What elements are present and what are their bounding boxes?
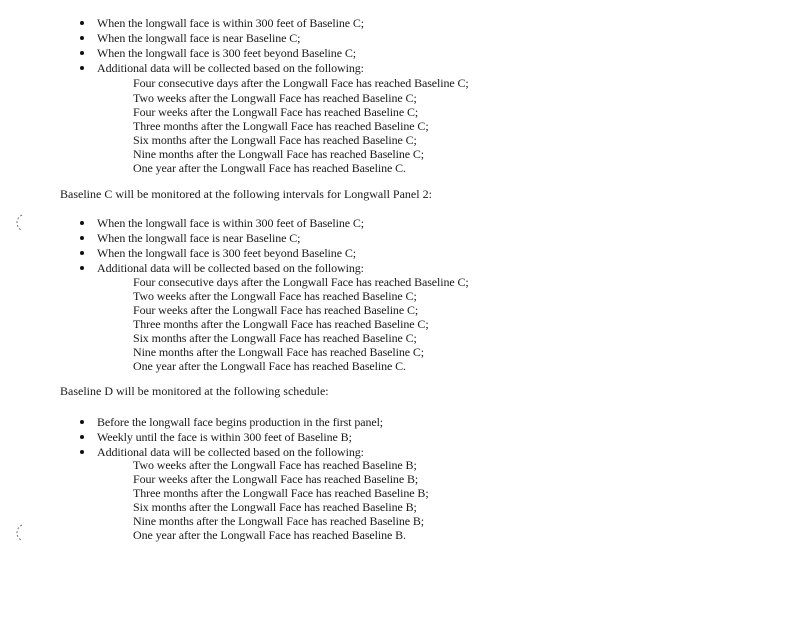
sub-item: Four consecutive days after the Longwall Face has reached Baseline C; <box>133 76 469 90</box>
scan-margin-mark <box>12 214 26 232</box>
sub-item: Four weeks after the Longwall Face has reached Baseline B; <box>133 472 419 486</box>
bullet-item: When the longwall face is 300 feet beyond Baseline C; <box>97 46 356 60</box>
sub-item: One year after the Longwall Face has reached Baseline B. <box>133 528 406 542</box>
bullet-dot <box>80 251 84 255</box>
scan-margin-mark <box>12 524 26 542</box>
sub-item: Three months after the Longwall Face has reached Baseline B; <box>133 486 429 500</box>
bullet-dot <box>80 221 84 225</box>
sub-item: Six months after the Longwall Face has reached Baseline B; <box>133 500 417 514</box>
bullet-dot <box>80 420 84 424</box>
sub-item: Four consecutive days after the Longwall Face has reached Baseline C; <box>133 275 469 289</box>
sub-item: Nine months after the Longwall Face has reached Baseline C; <box>133 345 425 359</box>
sub-item: Nine months after the Longwall Face has reached Baseline B; <box>133 514 425 528</box>
bullet-dot <box>80 51 84 55</box>
bullet-dot <box>80 236 84 240</box>
sub-item: One year after the Longwall Face has reached Baseline C. <box>133 161 406 175</box>
sub-item: Three months after the Longwall Face has reached Baseline C; <box>133 317 429 331</box>
sub-item: Nine months after the Longwall Face has reached Baseline C; <box>133 147 425 161</box>
bullet-item: Before the longwall face begins production in the first panel; <box>97 415 384 429</box>
bullet-dot <box>80 266 84 270</box>
bullet-item: Weekly until the face is within 300 feet of Baseline B; <box>97 430 352 444</box>
bullet-item: When the longwall face is within 300 feet of Baseline C; <box>97 216 364 230</box>
section-intro: Baseline D will be monitored at the following schedule: <box>60 384 329 398</box>
sub-item: Four weeks after the Longwall Face has reached Baseline C; <box>133 303 419 317</box>
bullet-dot <box>80 450 84 454</box>
bullet-dot <box>80 435 84 439</box>
bullet-item: Additional data will be collected based on the following: <box>97 445 364 459</box>
bullet-dot <box>80 36 84 40</box>
bullet-dot <box>80 66 84 70</box>
sub-item: Six months after the Longwall Face has reached Baseline C; <box>133 331 417 345</box>
sub-item: Four weeks after the Longwall Face has reached Baseline C; <box>133 105 419 119</box>
sub-item: Two weeks after the Longwall Face has reached Baseline B; <box>133 458 417 472</box>
sub-item: Two weeks after the Longwall Face has reached Baseline C; <box>133 91 417 105</box>
bullet-item: When the longwall face is 300 feet beyond Baseline C; <box>97 246 356 260</box>
sub-item: Three months after the Longwall Face has reached Baseline C; <box>133 119 429 133</box>
bullet-item: When the longwall face is near Baseline C; <box>97 231 301 245</box>
bullet-item: When the longwall face is within 300 feet of Baseline C; <box>97 16 364 30</box>
sub-item: Two weeks after the Longwall Face has reached Baseline C; <box>133 289 417 303</box>
bullet-item: When the longwall face is near Baseline C; <box>97 31 301 45</box>
sub-item: Six months after the Longwall Face has reached Baseline C; <box>133 133 417 147</box>
section-intro: Baseline C will be monitored at the following intervals for Longwall Panel 2: <box>60 187 432 201</box>
bullet-dot <box>80 21 84 25</box>
sub-item: One year after the Longwall Face has reached Baseline C. <box>133 359 406 373</box>
bullet-item: Additional data will be collected based on the following: <box>97 261 364 275</box>
bullet-item: Additional data will be collected based on the following: <box>97 61 364 75</box>
